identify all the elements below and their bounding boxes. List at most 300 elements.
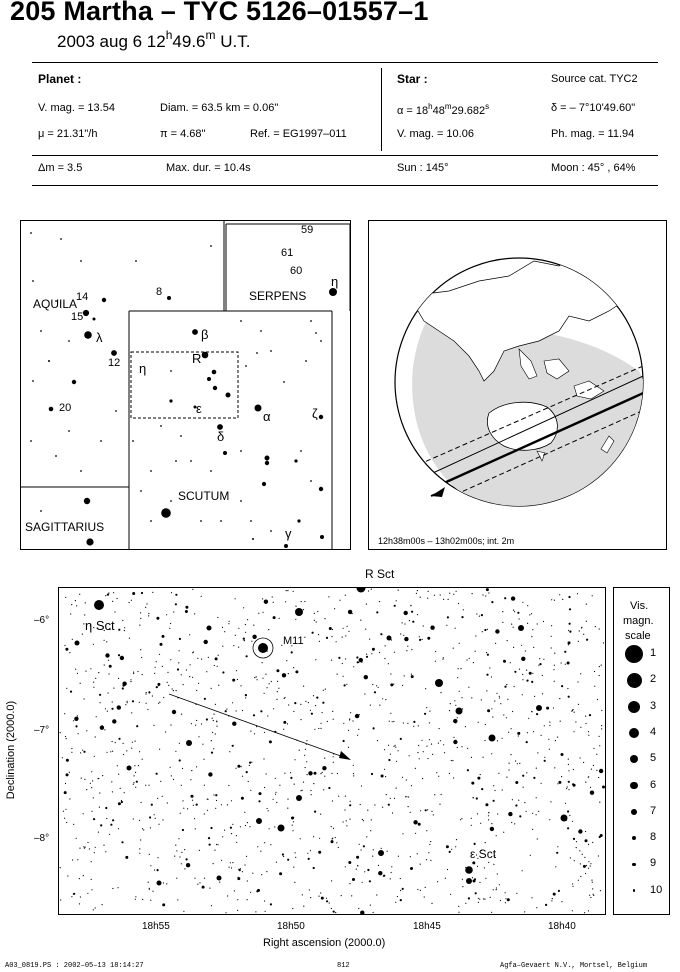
chart-star xyxy=(250,892,251,893)
chart-star xyxy=(273,602,274,603)
chart-star xyxy=(586,639,588,641)
chart-star xyxy=(522,694,523,695)
chart-star xyxy=(147,709,148,710)
chart-star xyxy=(451,760,452,761)
chart-star xyxy=(163,882,164,883)
chart-star xyxy=(177,668,179,670)
chart-star xyxy=(331,908,332,909)
finder-star-label: η xyxy=(331,274,339,289)
chart-star xyxy=(71,604,72,605)
finder-star xyxy=(175,460,177,462)
finder-star-label: δ xyxy=(217,429,225,444)
chart-star xyxy=(112,719,116,723)
chart-star xyxy=(451,849,452,850)
chart-star xyxy=(588,777,589,778)
chart-star xyxy=(573,769,574,770)
chart-star xyxy=(307,853,308,854)
label-aquila: AQUILA xyxy=(33,297,78,311)
chart-star xyxy=(191,795,194,798)
chart-star xyxy=(592,882,593,883)
chart-star xyxy=(390,683,393,686)
chart-star xyxy=(213,863,214,864)
chart-star xyxy=(590,791,594,795)
chart-star xyxy=(229,621,230,622)
chart-star xyxy=(396,761,397,762)
chart-star xyxy=(488,819,489,820)
chart-star xyxy=(557,737,558,738)
chart-star xyxy=(149,889,150,890)
chart-star xyxy=(313,783,314,784)
chart-star xyxy=(124,627,125,628)
scale-mag-label: 8 xyxy=(650,831,657,844)
chart-star xyxy=(252,635,256,639)
chart-star xyxy=(310,850,311,851)
chart-star xyxy=(302,790,303,791)
chart-star xyxy=(490,897,491,898)
chart-star xyxy=(352,613,353,614)
chart-star xyxy=(178,838,179,839)
chart-star xyxy=(411,785,412,786)
chart-star xyxy=(173,779,174,780)
chart-star xyxy=(361,785,362,786)
scale-dot xyxy=(632,863,636,867)
chart-star xyxy=(168,685,169,686)
chart-star xyxy=(457,717,458,718)
scale-dot xyxy=(627,673,642,688)
finder-star xyxy=(284,544,288,548)
chart-star xyxy=(258,613,259,614)
chart-star xyxy=(456,839,457,840)
chart-star xyxy=(449,710,450,711)
chart-star xyxy=(502,622,503,623)
chart-star xyxy=(237,679,238,680)
chart-star xyxy=(481,788,483,790)
chart-star xyxy=(526,741,528,743)
finder-star xyxy=(102,298,106,302)
finder-star xyxy=(68,430,70,432)
chart-star xyxy=(105,653,109,657)
chart-star xyxy=(551,625,552,626)
chart-star xyxy=(123,754,124,755)
chart-star xyxy=(292,830,293,831)
chart-star xyxy=(511,728,512,729)
chart-star xyxy=(107,711,108,712)
chart-star xyxy=(79,848,80,849)
chart-star xyxy=(209,844,211,846)
chart-bright-star xyxy=(357,588,366,593)
chart-star xyxy=(504,686,506,688)
chart-star xyxy=(424,713,426,715)
chart-star xyxy=(118,629,120,631)
chart-star xyxy=(148,882,149,883)
chart-star xyxy=(257,846,258,847)
chart-star xyxy=(156,617,159,620)
chart-star xyxy=(427,637,430,640)
detail-star-field xyxy=(59,588,605,914)
chart-star xyxy=(304,601,305,602)
chart-star xyxy=(371,819,372,820)
chart-star xyxy=(80,752,81,753)
chart-star xyxy=(569,631,571,633)
chart-bright-star xyxy=(536,705,542,711)
finder-star xyxy=(213,386,217,390)
chart-bright-star xyxy=(378,850,384,856)
chart-star xyxy=(196,720,197,721)
chart-star xyxy=(410,605,411,606)
header-top-rule xyxy=(32,62,658,63)
chart-star xyxy=(274,826,275,827)
chart-star xyxy=(190,779,191,780)
chart-star xyxy=(506,717,507,718)
chart-star xyxy=(599,769,603,773)
chart-star xyxy=(527,605,528,606)
chart-star xyxy=(276,699,277,700)
chart-star xyxy=(129,602,130,603)
chart-bright-star xyxy=(387,636,392,641)
finder-star xyxy=(220,520,222,522)
chart-star xyxy=(65,783,66,784)
chart-star xyxy=(294,759,295,760)
chart-star xyxy=(272,596,273,597)
chart-star xyxy=(384,749,385,750)
chart-star xyxy=(453,648,454,649)
chart-star xyxy=(431,744,432,745)
chart-star xyxy=(191,770,192,771)
chart-star xyxy=(404,611,408,615)
chart-star xyxy=(584,857,585,858)
chart-star xyxy=(341,895,342,896)
chart-star xyxy=(177,899,178,900)
finder-star xyxy=(115,410,117,412)
chart-star xyxy=(364,693,365,694)
chart-star xyxy=(108,673,109,674)
chart-star xyxy=(544,760,546,762)
chart-star xyxy=(86,789,87,790)
chart-star xyxy=(77,715,78,716)
chart-star xyxy=(227,895,228,896)
chart-star xyxy=(201,659,202,660)
chart-star xyxy=(166,883,167,884)
chart-star xyxy=(140,649,141,650)
finder-star xyxy=(32,280,34,282)
chart-star xyxy=(379,601,380,602)
chart-star xyxy=(345,635,346,636)
chart-star xyxy=(460,819,461,820)
chart-star xyxy=(84,779,85,780)
chart-star xyxy=(186,858,188,860)
chart-star xyxy=(474,843,476,845)
chart-star xyxy=(157,857,158,858)
chart-star xyxy=(561,776,562,777)
chart-star xyxy=(107,594,109,596)
finder-star xyxy=(80,260,82,262)
chart-star xyxy=(453,740,457,744)
chart-star xyxy=(579,630,580,631)
chart-star xyxy=(483,898,484,899)
chart-star xyxy=(514,611,515,612)
chart-star xyxy=(135,741,136,742)
chart-star xyxy=(170,767,171,768)
chart-star xyxy=(145,607,146,608)
chart-star xyxy=(133,782,134,783)
scale-title-3: scale xyxy=(625,630,651,642)
chart-star xyxy=(237,765,240,768)
chart-star xyxy=(398,750,399,751)
chart-star xyxy=(160,643,163,646)
chart-star xyxy=(404,637,408,641)
chart-star xyxy=(141,592,143,594)
finder-star xyxy=(170,500,172,502)
finder-star xyxy=(223,451,227,455)
chart-star xyxy=(198,683,199,684)
chart-star xyxy=(321,897,324,900)
chart-star xyxy=(111,708,113,710)
chart-star xyxy=(493,864,494,865)
chart-star xyxy=(194,613,195,614)
chart-star xyxy=(275,778,276,779)
chart-star xyxy=(118,738,120,740)
chart-star xyxy=(137,671,138,672)
chart-star xyxy=(204,698,206,700)
chart-star xyxy=(585,839,588,842)
chart-bright-star xyxy=(518,625,524,631)
finder-star xyxy=(256,352,258,354)
chart-star xyxy=(420,597,421,598)
chart-star xyxy=(177,697,178,698)
chart-star xyxy=(239,869,241,871)
chart-star xyxy=(493,800,495,802)
scale-dot xyxy=(629,728,639,738)
label-eta-sct: η Sct xyxy=(85,618,115,633)
chart-star xyxy=(109,665,112,668)
finder-star xyxy=(40,510,42,512)
chart-star xyxy=(316,621,317,622)
chart-star xyxy=(130,681,131,682)
chart-star xyxy=(85,671,86,672)
chart-star xyxy=(243,638,245,640)
chart-star xyxy=(350,801,351,802)
chart-star xyxy=(328,787,330,789)
chart-star xyxy=(173,690,174,691)
scale-dot xyxy=(630,782,637,789)
finder-star-label: α xyxy=(263,409,271,424)
chart-star xyxy=(66,773,69,776)
chart-star xyxy=(475,651,476,652)
chart-star xyxy=(411,649,412,650)
chart-star xyxy=(142,899,143,900)
chart-star xyxy=(565,803,566,804)
finder-star xyxy=(320,340,322,342)
chart-star xyxy=(400,890,401,891)
chart-star xyxy=(545,904,547,906)
chart-star xyxy=(83,875,84,876)
chart-star xyxy=(326,898,327,899)
chart-star xyxy=(227,804,228,805)
chart-star xyxy=(150,865,151,866)
chart-star xyxy=(259,792,262,795)
chart-star xyxy=(113,592,114,593)
chart-star xyxy=(580,876,581,877)
chart-star xyxy=(549,819,550,820)
chart-star xyxy=(62,757,63,758)
chart-star xyxy=(110,824,112,826)
chart-star xyxy=(236,670,237,671)
chart-star xyxy=(233,645,234,646)
chart-star xyxy=(94,852,95,853)
chart-star xyxy=(507,640,508,641)
chart-star xyxy=(426,830,427,831)
chart-star xyxy=(456,591,457,592)
finder-star-label: γ xyxy=(285,526,292,541)
chart-star xyxy=(536,768,537,769)
chart-star xyxy=(118,828,119,829)
chart-star xyxy=(217,617,218,618)
finder-star xyxy=(80,470,82,472)
chart-star xyxy=(315,705,316,706)
chart-star xyxy=(251,762,252,763)
moon-info: Moon : 45° , 64% xyxy=(551,162,636,174)
chart-star xyxy=(567,786,568,787)
chart-star xyxy=(284,697,285,698)
chart-star xyxy=(93,909,94,910)
chart-star xyxy=(497,740,498,741)
chart-star xyxy=(276,862,277,863)
finder-star xyxy=(55,455,57,457)
chart-star xyxy=(326,637,328,639)
chart-star xyxy=(529,672,532,675)
chart-star xyxy=(160,781,161,782)
chart-star xyxy=(300,719,301,720)
finder-star xyxy=(210,245,212,247)
chart-star xyxy=(155,667,156,668)
chart-star xyxy=(232,679,235,682)
chart-star xyxy=(269,828,270,829)
chart-star xyxy=(260,851,261,852)
chart-star xyxy=(271,681,272,682)
chart-star xyxy=(185,606,188,609)
chart-star xyxy=(595,626,596,627)
chart-star xyxy=(359,844,360,845)
chart-star xyxy=(267,715,268,716)
chart-star xyxy=(85,602,86,603)
chart-star xyxy=(485,595,486,596)
chart-star xyxy=(304,755,305,756)
chart-star xyxy=(405,796,406,797)
chart-star xyxy=(175,845,176,846)
chart-star xyxy=(211,905,212,906)
chart-star xyxy=(347,626,348,627)
chart-star xyxy=(214,850,215,851)
scale-mag-label: 6 xyxy=(650,778,657,791)
chart-star xyxy=(217,844,218,845)
chart-star xyxy=(224,830,225,831)
chart-star xyxy=(475,635,476,636)
chart-star xyxy=(71,896,72,897)
chart-star xyxy=(237,877,240,880)
ra-tick-1850: 18h50 xyxy=(277,921,305,932)
chart-star xyxy=(172,710,176,714)
chart-star xyxy=(561,901,562,902)
chart-star xyxy=(246,655,248,657)
finder-star xyxy=(283,381,285,383)
finder-star xyxy=(83,310,89,316)
chart-star xyxy=(236,710,237,711)
chart-star xyxy=(287,859,289,861)
chart-star xyxy=(333,756,334,757)
chart-star xyxy=(527,623,528,624)
chart-star xyxy=(472,861,475,864)
chart-star xyxy=(539,658,540,659)
chart-star xyxy=(553,893,556,896)
chart-star xyxy=(593,895,594,896)
chart-star xyxy=(331,660,332,661)
chart-star xyxy=(447,869,448,870)
chart-star xyxy=(439,728,440,729)
chart-star xyxy=(338,796,339,797)
chart-star xyxy=(484,867,485,868)
chart-star xyxy=(102,725,103,726)
chart-star xyxy=(247,899,248,900)
chart-star xyxy=(317,611,318,612)
chart-star xyxy=(567,662,570,665)
chart-star xyxy=(511,624,512,625)
chart-star xyxy=(370,705,371,706)
chart-star xyxy=(324,618,325,619)
chart-star xyxy=(256,726,257,727)
chart-star xyxy=(183,808,184,809)
chart-star xyxy=(440,740,441,741)
chart-star xyxy=(139,853,140,854)
chart-star xyxy=(576,847,577,848)
chart-star xyxy=(544,725,545,726)
chart-star xyxy=(331,880,332,881)
chart-star xyxy=(361,849,362,850)
chart-star xyxy=(554,600,555,601)
chart-star xyxy=(390,713,391,714)
chart-star xyxy=(384,769,385,770)
chart-star xyxy=(472,593,473,594)
scale-dot xyxy=(630,755,638,763)
chart-star xyxy=(580,757,581,758)
chart-star xyxy=(157,798,158,799)
chart-star xyxy=(429,722,430,723)
chart-star xyxy=(526,670,527,671)
chart-star xyxy=(588,868,589,869)
chart-star xyxy=(87,842,88,843)
chart-star xyxy=(564,651,566,653)
chart-star xyxy=(218,655,219,656)
chart-star xyxy=(64,713,65,714)
chart-star xyxy=(599,628,600,629)
chart-star xyxy=(544,757,545,758)
chart-star xyxy=(382,807,383,808)
chart-star xyxy=(215,794,217,796)
chart-star xyxy=(360,911,364,915)
chart-star xyxy=(514,686,515,687)
chart-star xyxy=(162,819,163,820)
chart-star xyxy=(390,878,391,879)
chart-star xyxy=(261,874,262,875)
finder-star xyxy=(190,460,192,462)
chart-star xyxy=(212,718,213,719)
chart-star xyxy=(536,907,537,908)
chart-star xyxy=(268,810,269,811)
chart-star xyxy=(213,720,214,721)
chart-bright-star xyxy=(296,795,302,801)
chart-star xyxy=(69,798,70,799)
chart-star xyxy=(493,889,494,890)
chart-star xyxy=(250,731,251,732)
